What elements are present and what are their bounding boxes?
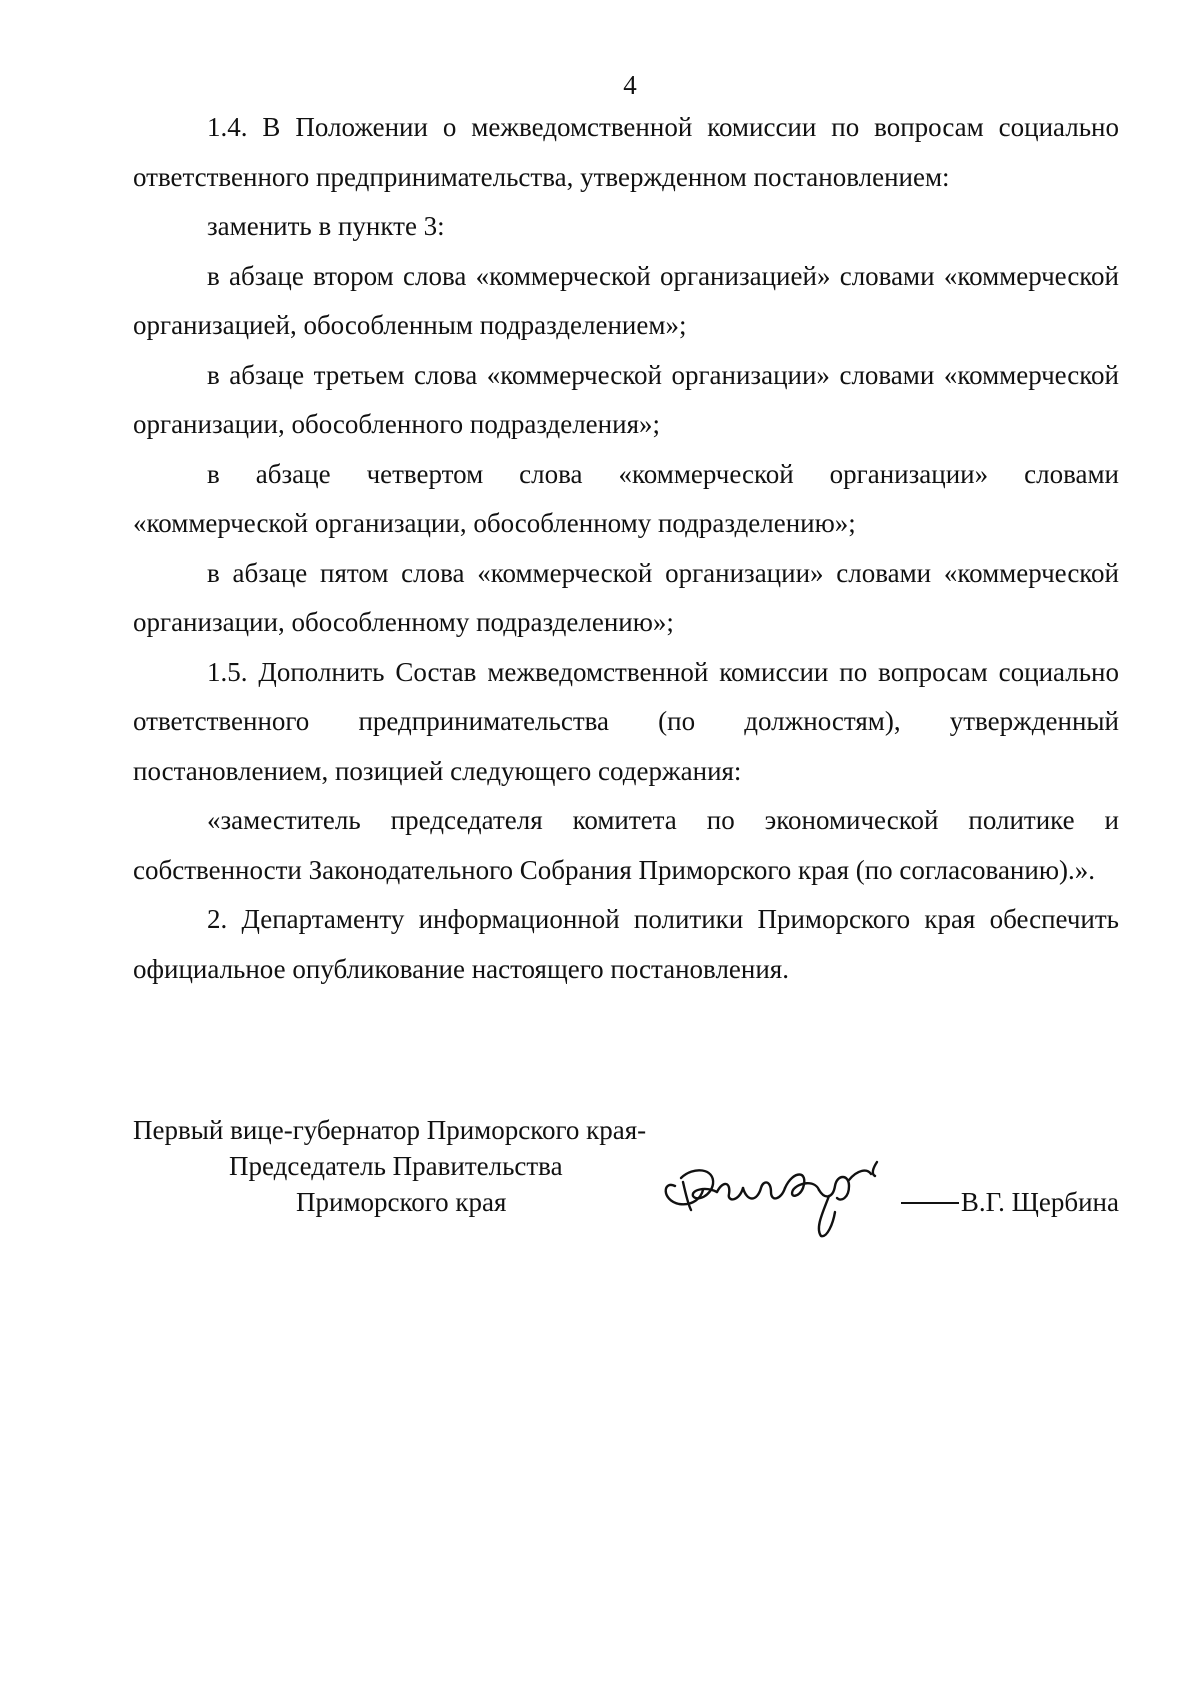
signatory-name	[901, 1184, 1119, 1220]
handwritten-signature	[653, 1140, 903, 1240]
paragraph-replace-point-3: заменить в пункте 3:	[207, 211, 445, 241]
page-number: 4	[623, 70, 637, 100]
signature-dash	[901, 1202, 959, 1204]
paragraph-third-abzac: в абзаце третьем слова «коммерческой организации» словами «коммерческой организации, обособленного подразделения»;	[133, 359, 1119, 439]
document-body	[133, 103, 1119, 994]
paragraph-2-publication: 2. Департаменту информационной политики Приморского края обеспечить официальное опубликование настоящего постановления.	[133, 904, 1119, 984]
signature-block	[133, 1112, 1119, 1232]
signatory-title-line-1: Первый вице-губернатор Приморского края-	[133, 1115, 647, 1145]
paragraph-1-4: 1.4. В Положении о межведомственной комиссии по вопросам социально ответственного предпринимательства, утвержденном постановлением:	[133, 112, 1119, 192]
paragraph-fourth-abzac: в абзаце четвертом слова «коммерческой организации» словами «коммерческой организации, обособленному подразделению»;	[133, 458, 1119, 538]
paragraph-second-abzac: в абзаце втором слова «коммерческой организацией» словами «коммерческой организацией, обособленным подразделением»;	[133, 260, 1119, 340]
signatory-name-text: В.Г. Щербина	[960, 1187, 1119, 1217]
paragraph-deputy-chair-quote: «заместитель председателя комитета по экономической политике и собственности Законодательного Собрания Приморского края (по согласованию).».	[133, 805, 1119, 885]
paragraph-1-5: 1.5. Дополнить Состав межведомственной комиссии по вопросам социально ответственного предпринимательства (по должностям), утвержденный постановлением, позицией следующего содержания:	[133, 656, 1119, 786]
paragraph-fifth-abzac: в абзаце пятом слова «коммерческой организации» словами «коммерческой организации, обособленному подразделению»;	[133, 557, 1119, 637]
signatory-title-line-3: Приморского края	[296, 1187, 507, 1217]
signatory-title-line-2: Председатель Правительства	[229, 1151, 563, 1181]
